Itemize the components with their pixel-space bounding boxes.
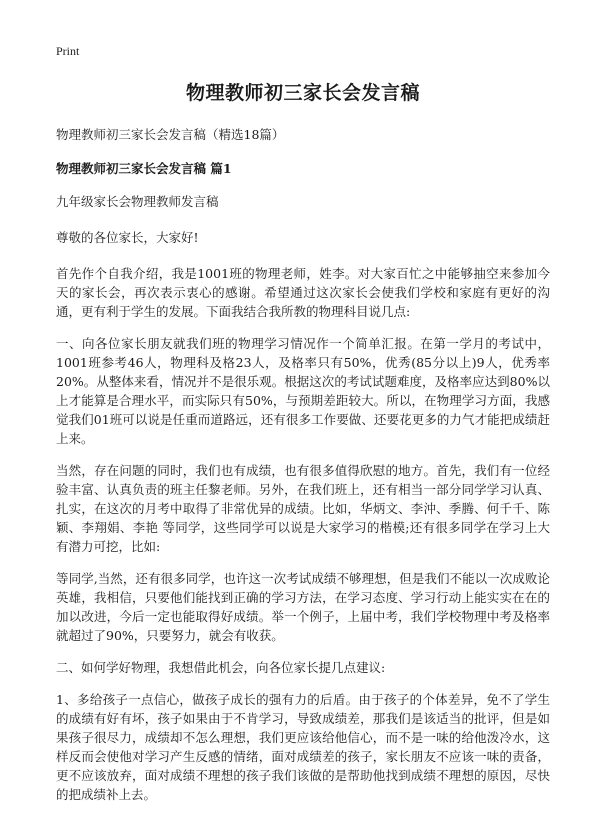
paragraph-introduction: 首先作个自我介绍，我是1001班的物理老师，姓李。对大家百忙之中能够抽空来参加今天的家长会，再次表示衷心的感谢。希望通过这次家长会使我们学校和家庭有更好的沟通，更有利于学生的发展。下面我结合我所教的物理科目说几点:: [56, 266, 550, 319]
document-body: [56, 78, 550, 817]
paragraph-report: 一、向各位家长朋友就我们班的物理学习情况作一个简单汇报。在第一学月的考试中，1001班参考46人，物理科及格23人，及格率只有50%，优秀(85分以上)9人，优秀率20%。从整体来看，情况并不是很乐观。根据这次的考试试题难度，及格率应达到80%以上才能算是合理水平，而实际只有50%，与预期差距较大。所以，在物理学习方面，我感觉我们01班可以说是任重而道路远，还有很多工作要做、还要花更多的力气才能把成绩赶上来。: [56, 336, 550, 446]
section-heading: 物理教师初三家长会发言稿 篇1: [56, 161, 232, 176]
document-subtitle: 物理教师初三家长会发言稿（精选18篇）: [56, 127, 285, 142]
paragraph-suggestions-heading: 二、如何学好物理，我想借此机会，向各位家长提几点建议:: [56, 660, 386, 675]
paragraph-greeting: 尊敬的各位家长，大家好!: [56, 230, 199, 245]
page-title: 物理教师初三家长会发言稿: [185, 82, 420, 104]
paragraph-suggestion-1: 1、多给孩子一点信心，做孩子成长的强有力的后盾。由于孩子的个体差异，免不了学生的成绩有好有坏，孩子如果由于不肯学习，导致成绩差，那我们是该适当的批评，但是如果孩子很尽力，成绩却不怎么理想，我们更应该给他信心，而不是一味的给他泼冷水，这样反而会使他对学习产生反感的情绪，面对成绩差的孩子，家长朋友不应该一味的责备，更不应该放弃，面对成绩不理想的孩子我们该做的是帮助他找到成绩不理想的原因，尽快的把成绩补上去。: [56, 692, 550, 802]
print-link[interactable]: Print: [56, 44, 80, 58]
paragraph-speech-title: 九年级家长会物理教师发言稿: [56, 194, 219, 209]
paragraph-achievements: 当然，存在问题的同时，我们也有成绩，也有很多值得欣慰的地方。首先，我们有一位经验丰富、认真负责的班主任黎老师。另外，在我们班上，还有相当一部分同学学习认真、扎实，在这次的月考中取得了非常优异的成绩。比如，华炳文、李沖、季腾、何千千、陈颖、李翔娟、李艳 等同学，这些同学可以说是大家学习的楷模;还有很多同学在学习上大有潜力可挖，比如:: [56, 463, 550, 554]
paragraph-encouragement: 等同学,当然，还有很多同学，也许这一次考试成绩不够理想，但是我们不能以一次成败论英雄，我相信，只要他们能找到正确的学习方法，在学习态度、学习行动上能实实在在的加以改进，今后一定也能取得好成绩。举一个例子，上届中考，我们学校物理中考及格率就超过了90%，只要努力，就会有收获。: [56, 571, 550, 643]
